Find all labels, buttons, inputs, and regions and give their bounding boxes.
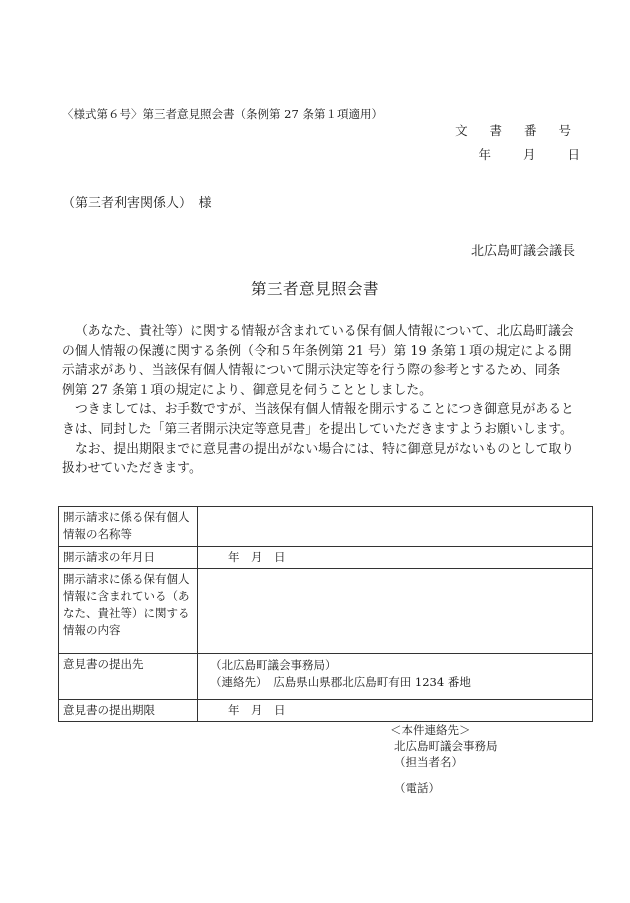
body-line: 例第 27 条第１項の規定により、御意見を伺うこととしました。 [62, 382, 432, 398]
row-value-info-content [198, 569, 593, 654]
contact-heading: ＜本件連絡先＞ [390, 723, 471, 737]
contact-block [390, 722, 498, 796]
addressee: （第三者利害関係人） 様 [62, 196, 212, 211]
submit-to-office: （北広島町議会事務局） [210, 658, 337, 672]
contact-person: （担当者名） [394, 755, 463, 769]
row-label-deadline: 意見書の提出期限 [59, 700, 198, 722]
document-date [479, 142, 580, 167]
row-label-request-date: 開示請求の年月日 [59, 547, 198, 569]
row-label-submit-to: 意見書の提出先 [59, 654, 198, 700]
row-value-submit-to [198, 654, 593, 700]
document-number-label: 文 書 番 号 [455, 123, 580, 138]
date-day: 日 [567, 147, 580, 162]
row-value-info-name [198, 507, 593, 547]
table-row [59, 700, 593, 722]
body-line: （あなた、貴社等）に関する情報が含まれている保有個人情報について、北広島町議会 [75, 324, 574, 339]
body-line: つきましては、お手数ですが、当該保有個人情報を開示することにつき御意見があると [75, 402, 574, 418]
contact-office: 北広島町議会事務局 [394, 739, 498, 753]
paragraph-1 [62, 322, 582, 400]
date-month: 月 [523, 147, 536, 162]
document-title: 第三者意見照会書 [250, 280, 379, 298]
body-line: なお、提出期限までに意見書の提出がない場合には、特に御意見がないものとして取り [75, 441, 575, 457]
info-table [58, 506, 593, 722]
sender: 北広島町議会議長 [470, 244, 575, 259]
row-value-request-date: 年 月 日 [198, 547, 593, 569]
table-row [59, 654, 593, 700]
date-year: 年 [478, 147, 492, 162]
body-line: 示請求があり、当該保有個人情報について開示決定等を行う際の参考とするため、同条 [62, 363, 561, 379]
body-line: きは、同封した「第三者開示決定等意見書」を提出していただきますようお願いします。 [62, 421, 573, 437]
table-row [59, 569, 593, 654]
body-text [62, 322, 582, 479]
paragraph-2 [62, 400, 582, 439]
row-label-info-content: 開示請求に係る保有個人情報に含まれている（あなた、貴社等）に関する情報の内容 [59, 569, 198, 654]
table-row [59, 547, 593, 569]
body-line: 扱わせていただきます。 [62, 461, 202, 477]
contact-phone: （電話） [394, 781, 440, 795]
row-label-info-name: 開示請求に係る保有個人情報の名称等 [59, 507, 198, 547]
table-row [59, 507, 593, 547]
paragraph-3 [62, 440, 582, 479]
submit-to-address: （連絡先） 広島県山県郡北広島町有田 1234 番地 [210, 675, 471, 689]
body-line: の個人情報の保護に関する条例（令和５年条例第 21 号）第 19 条第１項の規定による開 [62, 343, 572, 359]
form-label: 〈様式第６号〉第三者意見照会書（条例第 27 条第１項適用） [62, 107, 383, 121]
row-value-deadline: 年 月 日 [198, 700, 593, 722]
